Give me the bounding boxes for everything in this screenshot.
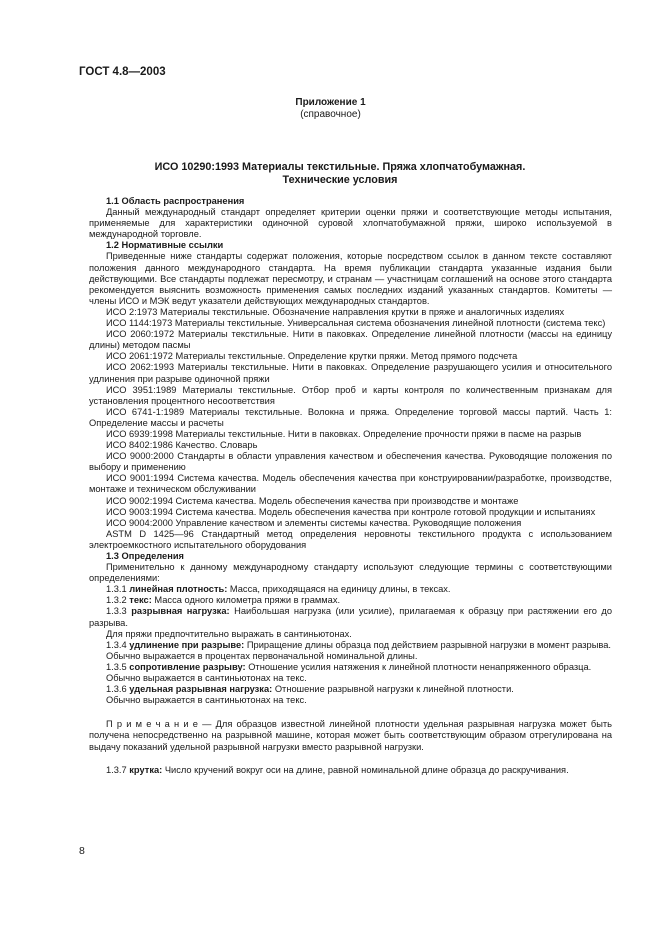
annex-subtitle: (справочное) [300, 109, 361, 120]
page-number: 8 [79, 845, 85, 857]
definition-item [89, 662, 612, 673]
definition-text: Приращение длины образца под действием разрывной нагрузки в момент разрыва. [246, 639, 612, 650]
definition-text: Число кручений вокруг оси на длине, равной номинальной длине образца до раскручивания. [164, 764, 569, 775]
annex-title: Приложение 1 [295, 97, 366, 108]
definition-term: крутка: [129, 764, 163, 775]
document-title-line-2: Технические условия [282, 173, 398, 186]
reference-item: ИСО 3951:1989 Материалы текстильные. Отбор проб и карты контроля по количественным признакам для установления процентного несоответствия [89, 384, 612, 406]
definition-text: Масса одного километра пряжи в граммах. [154, 595, 341, 606]
definition-item [89, 765, 612, 776]
definition-item [89, 684, 612, 695]
definition-item [89, 606, 612, 628]
definition-term: удлинение при разрыве: [129, 639, 245, 650]
definition-number: 1.3.5 [106, 661, 127, 672]
definition-term: текс: [129, 595, 152, 606]
paragraph: Применительно к данному международному стандарту используют следующие термины с соответствующими определениями: [89, 562, 612, 584]
document-title [79, 161, 601, 186]
reference-item: ИСО 8402:1986 Качество. Словарь [106, 440, 258, 451]
reference-item: ИСО 9004:2000 Управление качеством и элементы системы качества. Руководящие положения [106, 517, 522, 528]
definition-comment: Обычно выражается в процентах первоначальной номинальной длины. [106, 650, 418, 661]
definition-term: удельная разрывная нагрузка: [129, 684, 273, 695]
note-label: П р и м е ч а н и е [106, 719, 198, 730]
definition-number: 1.3.6 [106, 684, 127, 695]
reference-item: ИСО 2062:1993 Материалы текстильные. Нити в паковках. Определение разрушающего усилия и относительного удлинения при разрыве одиночной пряжи [89, 362, 612, 384]
reference-item: ИСО 9001:1994 Система качества. Модель обеспечения качества при конструировании/разработке, производстве, монтаже и техническом обслуживании [89, 473, 612, 495]
reference-item: ИСО 6939:1998 Материалы текстильные. Нити в паковках. Определение прочности пряжи в пасме на разрыв [106, 428, 582, 439]
definition-comment: Обычно выражается в сантиньютонах на текс. [106, 673, 307, 684]
definition-term: линейная плотность: [129, 584, 228, 595]
note-text: — Для образцов известной линейной плотности удельная разрывная нагрузка может быть получена непосредственно на разрывной машине, которая может быть соответствующим образом отрегулирована на выдачу показаний удельной разрывной нагрузки вместо разрывной нагрузки. [89, 719, 613, 752]
paragraph: Приведенные ниже стандарты содержат положения, которые посредством ссылок в данном тексте составляют положения данного международного стандарта. На время публикации стандарта указанные издания были действующими. Все стандарты подлежат пересмотру, и странам — участницам соглашений на основе этого стандарта рекомендуется выяснить возможность применения самых последних изданий указанных стандартов. Комитеты — члены ИСО и МЭК ведут указатели действующих международных стандартов. [89, 251, 612, 306]
reference-item: ИСО 2061:1972 Материалы текстильные. Определение крутки пряжи. Метод прямого подсчета [106, 351, 518, 362]
section-heading: 1.2 Нормативные ссылки [106, 240, 224, 251]
definition-number: 1.3.2 [106, 595, 127, 606]
definition-item [89, 640, 612, 651]
reference-item: ИСО 9002:1994 Система качества. Модель обеспечения качества при производстве и монтаже [106, 495, 519, 506]
reference-item: ASTM D 1425—96 Стандартный метод определения неровноты текстильного продукта с использованием электроемкостного испытательного оборудования [89, 528, 612, 550]
reference-item: ИСО 6741-1:1989 Материалы текстильные. Волокна и пряжа. Определение торговой массы партий. Часть 1: Определение массы и расчеты [89, 406, 612, 428]
reference-item: ИСО 9000:2000 Стандарты в области управления качеством и обеспечения качества. Руководящие положения по выбору и применению [89, 451, 612, 473]
definition-number: 1.3.4 [106, 639, 127, 650]
definition-comment: Обычно выражается в сантиньютонах на текс. [106, 695, 307, 706]
reference-item: ИСО 1144:1973 Материалы текстильные. Универсальная система обозначения линейной плотности (система текс) [106, 318, 606, 329]
document-body [89, 196, 612, 776]
note [89, 719, 612, 752]
definition-item [89, 584, 612, 595]
definition-text: Отношение разрывной нагрузки к линейной плотности. [274, 684, 514, 695]
reference-item: ИСО 2060:1972 Материалы текстильные. Нити в паковках. Определение линейной плотности (массы на единицу длины) методом пасмы [89, 329, 612, 351]
definition-text: Отношение усилия натяжения к линейной плотности ненапряженного образца. [248, 661, 592, 672]
definition-number: 1.3.1 [106, 584, 127, 595]
paragraph: Данный международный стандарт определяет критерии оценки пряжи и соответствующие методы испытания, применяемые для характеристики одиночной суровой хлопчатобумажной пряжи, широко используемой в международной торговле. [89, 207, 612, 240]
definition-number: 1.3.7 [106, 764, 127, 775]
reference-item: ИСО 2:1973 Материалы текстильные. Обозначение направления крутки в пряже и аналогичных изделиях [106, 306, 565, 317]
definition-item [89, 595, 612, 606]
definition-text: Масса, приходящаяся на единицу длины, в тексах. [229, 584, 451, 595]
annex-heading [0, 97, 661, 121]
definition-text: Наибольшая нагрузка (или усилие), прилагаемая к образцу при растяжении его до разрыва. [89, 606, 613, 628]
definition-term: разрывная нагрузка: [131, 606, 230, 617]
document-header: ГОСТ 4.8—2003 [79, 66, 166, 78]
reference-item: ИСО 9003:1994 Система качества. Модель обеспечения качества при контроле готовой продукции и испытаниях [106, 506, 596, 517]
section-heading: 1.1 Область распространения [106, 196, 245, 206]
definition-comment: Для пряжи предпочтительно выражать в сантиньютонах. [106, 628, 352, 639]
document-title-line-1: ИСО 10290:1993 Материалы текстильные. Пряжа хлопчатобумажная. [154, 161, 526, 173]
section-heading: 1.3 Определения [106, 551, 184, 561]
definition-term: сопротивление разрыву: [129, 661, 246, 672]
definition-number: 1.3.3 [106, 606, 127, 617]
